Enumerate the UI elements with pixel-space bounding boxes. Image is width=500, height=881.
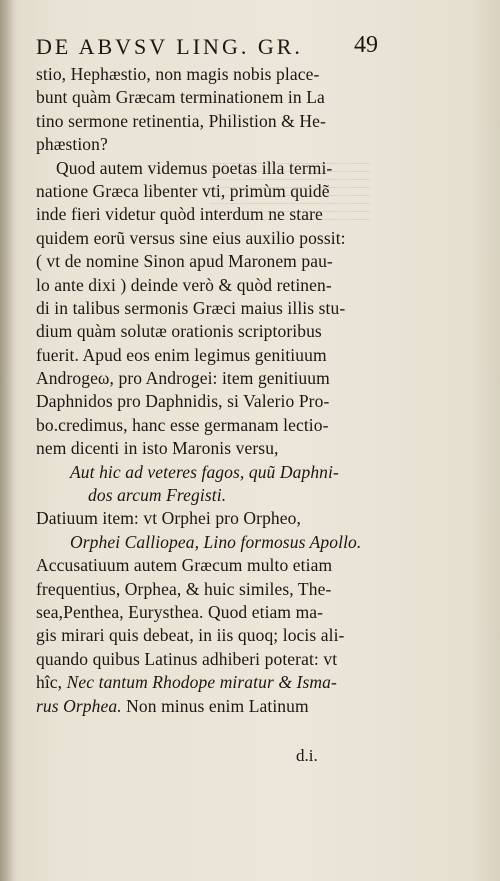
text-line: tino sermone retinentia, Philistion & He- [36, 110, 326, 131]
text-line: gis mirari quis debeat, in iis quoq; locis ali- [36, 625, 345, 646]
text-line: di in talibus sermonis Græci maius illis stu- [36, 297, 346, 318]
verse-quotation: dos arcum Fregisti. [88, 485, 227, 506]
text-line: sea,Penthea, Eurysthea. Quod etiam ma- [36, 601, 324, 622]
text-line: Daphnidos pro Daphnidis, si Valerio Pro- [36, 391, 330, 412]
text-line: quidem eorũ versus sine eius auxilio possit: [36, 227, 346, 248]
text-line [36, 695, 376, 718]
verse-quotation: Nec tantum Rhodope miratur & Isma- [66, 672, 337, 693]
text-fragment: Non minus enim Latinum [126, 695, 309, 716]
text-line: bo.credimus, hanc esse germanam lectio- [36, 414, 329, 435]
text-line: inde fieri videtur quòd interdum ne stare [36, 204, 323, 225]
text-line: Datiuum item: vt Orphei pro Orpheo, [36, 508, 301, 529]
running-title: DE ABVSV LING. GR. [36, 34, 303, 59]
text-line: Androgeω, pro Androgei: item genitiuum [36, 368, 330, 389]
text-line: lo ante dixi ) deinde verò & quòd retinen- [36, 274, 332, 295]
verse-quotation: Aut hic ad veteres fagos, quũ Daphni- [70, 461, 339, 482]
text-line: fuerit. Apud eos enim legimus genitiuum [36, 344, 327, 365]
text-line [36, 671, 376, 694]
text-line: stio, Hephæstio, non magis nobis place- [36, 64, 320, 84]
text-line: dium quàm solutæ orationis scriptoribus [36, 321, 322, 342]
page-number: 49 [354, 32, 378, 58]
text-line: phæstion? [36, 134, 108, 155]
text-line: Accusatiuum autem Græcum multo etiam [36, 555, 333, 576]
body-text [36, 63, 376, 718]
verse-quotation: rus Orphea. [36, 695, 122, 716]
text-line: Quod autem videmus poetas illa termi- [56, 157, 333, 178]
page-header [36, 30, 376, 64]
text-line: ( vt de nomine Sinon apud Maronem pau- [36, 251, 333, 272]
signature-mark: d.i. [296, 746, 318, 765]
text-line: natione Græca libenter vti, primùm quidẽ [36, 180, 330, 201]
gutter-shadow [0, 0, 14, 881]
verse-quotation: Orphei Calliopea, Lino formosus Apollo. [70, 531, 362, 552]
text-line: bunt quàm Græcam terminationem in La [36, 87, 325, 108]
text-line: quando quibus Latinus adhiberi poterat: vt [36, 648, 338, 669]
text-line: frequentius, Orphea, & huic similes, The- [36, 578, 332, 599]
text-fragment: hîc, [36, 672, 63, 693]
text-line: nem dicenti in isto Maronis versu, [36, 438, 279, 459]
